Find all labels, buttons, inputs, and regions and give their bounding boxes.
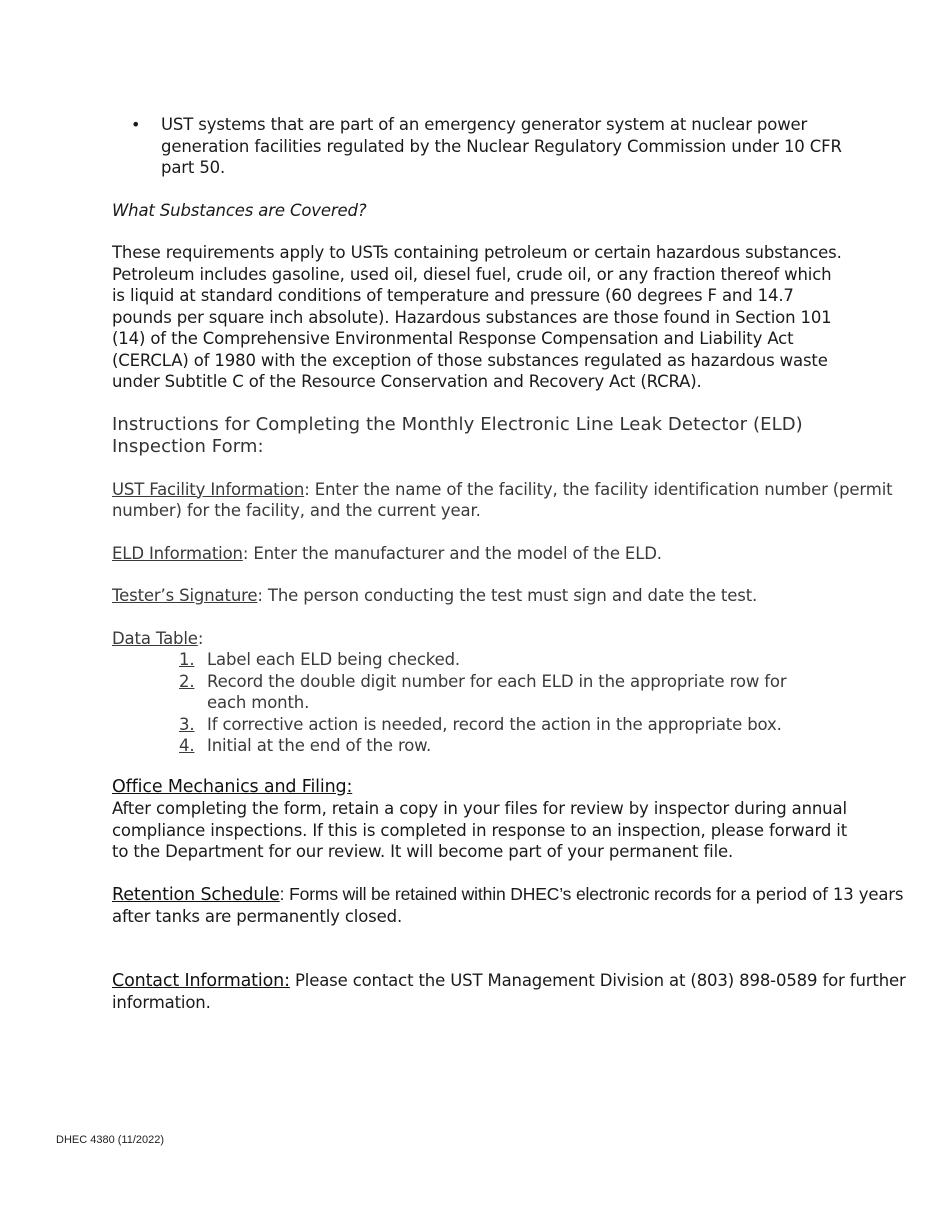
data-table-label: Data Table xyxy=(112,628,198,648)
list-item xyxy=(179,714,809,736)
facility-info-label: UST Facility Information xyxy=(112,479,305,499)
contact-section xyxy=(112,970,932,1014)
step-number: 3. xyxy=(179,714,195,734)
step-number: 1. xyxy=(179,650,195,669)
retention-lead: : Forms will be retained within DHEC’s electronic records for a xyxy=(279,883,751,904)
tester-signature-text: : The person conducting the test must sign and date the test. xyxy=(257,586,758,605)
bullet-icon: • xyxy=(131,115,141,134)
retention-heading: Retention Schedule xyxy=(112,884,280,905)
facility-info-section xyxy=(112,479,922,522)
list-item xyxy=(179,735,809,757)
form-id-footer: DHEC 4380 (11/2022) xyxy=(56,1134,165,1146)
data-table-heading xyxy=(112,628,922,650)
substances-paragraph: These requirements apply to USTs containing petroleum or certain hazardous substances. Petroleum includes gasoline, used oil, diesel fuel, crude oil, or any fraction thereof which is liquid at standard conditions of temperature and pressure (60 degrees F and 14.7 pounds per square inch absolute). Hazardous substances are those found in Section 101 (14) of the Comprehensive Environmental Response Compensation and Liability Act (CERCLA) of 1980 with the exception of those substances regulated as hazardous waste under Subtitle C of the Resource Conservation and Recovery Act (RCRA). xyxy=(112,243,842,391)
retention-text: period of 13 years after tanks are permanently closed. xyxy=(112,884,904,926)
facility-info-text: : Enter the name of the facility, the facility identification number (permit number) for the facility, and the current year. xyxy=(112,479,893,520)
step-text: If corrective action is needed, record the action in the appropriate box. xyxy=(207,714,782,734)
data-table-steps xyxy=(112,649,809,757)
document-body xyxy=(112,114,922,1014)
tester-signature-label: Tester’s Signature xyxy=(112,586,258,605)
step-text: Label each ELD being checked. xyxy=(207,650,460,669)
office-mechanics-heading: Office Mechanics and Filing: xyxy=(112,776,353,797)
substances-question: What Substances are Covered? xyxy=(112,200,367,220)
contact-text: Please contact the UST Management Division at (803) 898-0589 for further information. xyxy=(112,970,906,1012)
step-number: 2. xyxy=(179,671,195,691)
office-mechanics-text: After completing the form, retain a copy in your files for review by inspector during annual compliance inspections. If this is completed in response to an inspection, please forward it to the Department for our review. It will become part of your permanent file. xyxy=(112,799,848,861)
step-number: 4. xyxy=(179,736,195,755)
bullet-item xyxy=(112,114,861,179)
eld-info-label: ELD Information xyxy=(112,543,243,563)
eld-info-text: : Enter the manufacturer and the model of the ELD. xyxy=(242,543,662,563)
list-item xyxy=(179,649,809,671)
step-text: Initial at the end of the row. xyxy=(207,736,432,755)
bullet-text: UST systems that are part of an emergency generator system at nuclear power generation facilities regulated by the Nuclear Regulatory Commission under 10 CFR part 50. xyxy=(161,115,842,177)
tester-signature-section xyxy=(112,585,922,607)
instructions-heading: Instructions for Completing the Monthly Electronic Line Leak Detector (ELD) Inspection Form: xyxy=(112,413,803,457)
eld-info-section xyxy=(112,543,922,565)
contact-heading: Contact Information: xyxy=(112,970,290,991)
list-item xyxy=(179,671,809,714)
data-table-colon: : xyxy=(197,628,204,648)
step-text: Record the double digit number for each ELD in the appropriate row for each month. xyxy=(207,671,787,712)
retention-section xyxy=(112,884,922,928)
